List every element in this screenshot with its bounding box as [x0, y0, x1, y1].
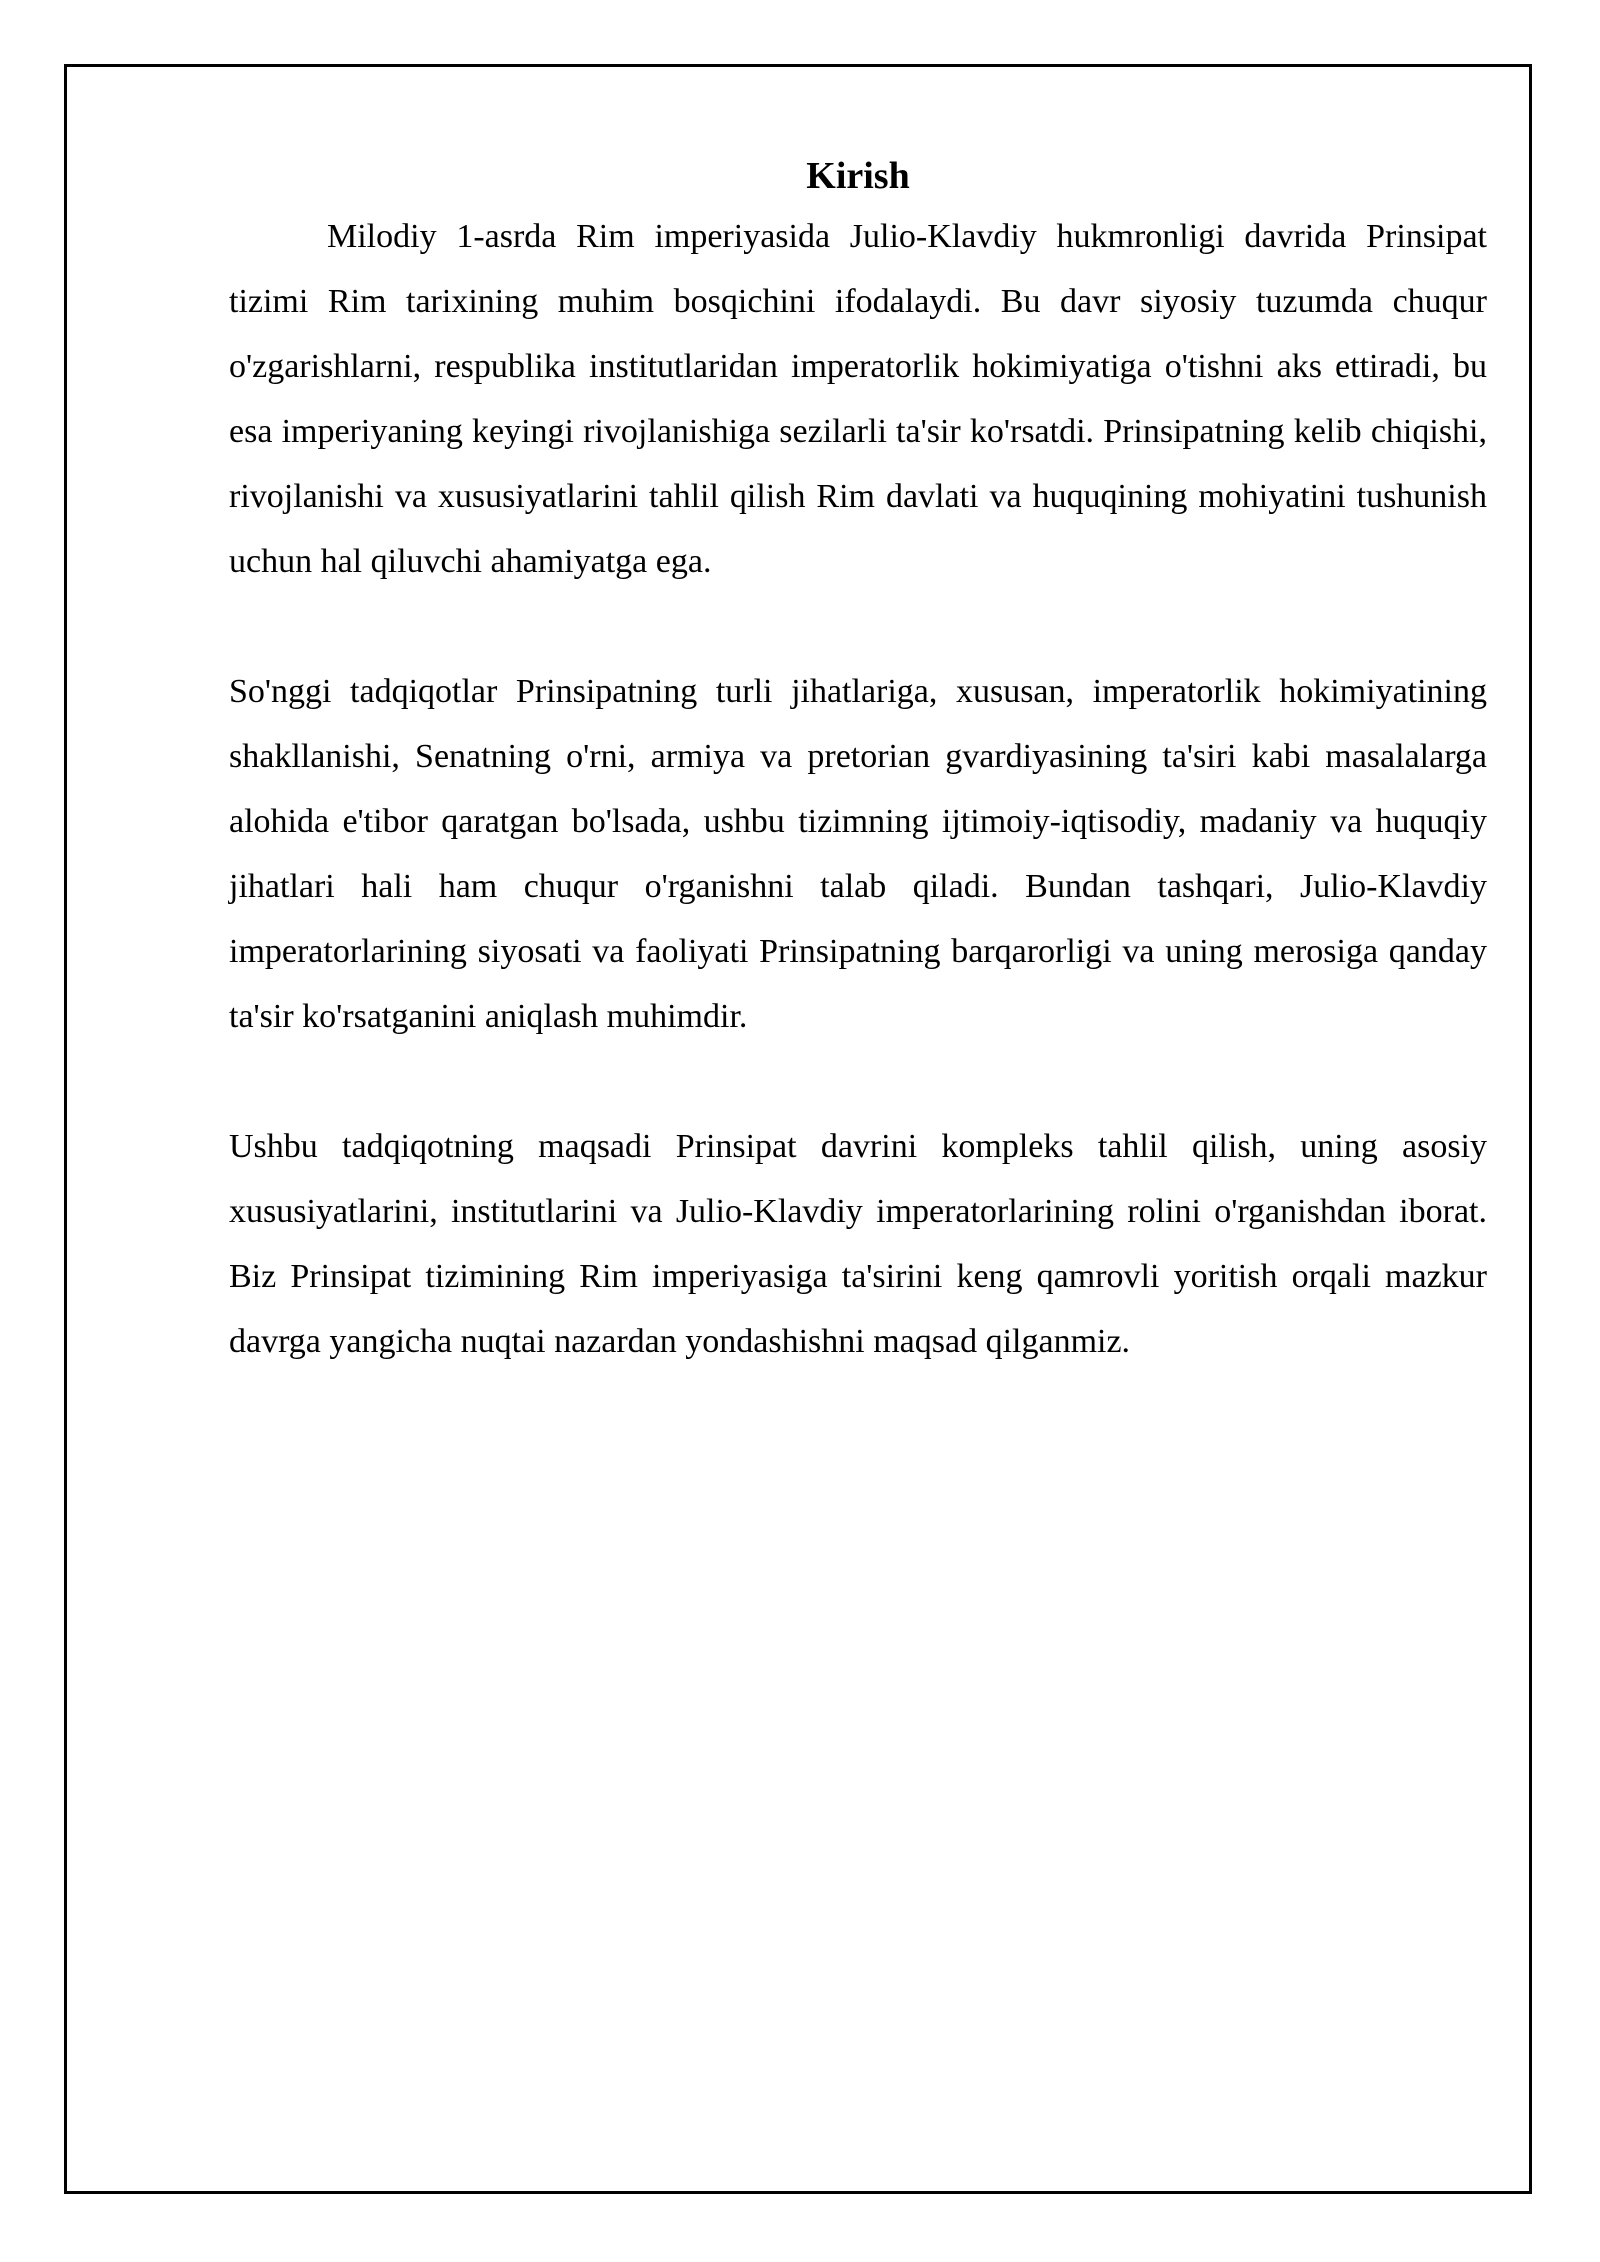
page-title: Kirish [806, 155, 910, 197]
paragraph-goal: Ushbu tadqiqotning maqsadi Prinsipat davrini kompleks tahlil qilish, uning asosiy xususiyatlarini, institutlarini va Julio-Klavdiy imperatorlarining rolini o'rganishdan iborat. Biz Prinsipat tizimining Rim imperiyasiga ta'sirini keng qamrovli yoritish orqali mazkur davrga yangicha nuqtai nazardan yondashishni maqsad qilganmiz. [229, 1128, 1487, 1360]
paragraph-intro: Milodiy 1-asrda Rim imperiyasida Julio-Klavdiy hukmronligi davrida Prinsipat tizimi Rim tarixining muhim bosqichini ifodalaydi. Bu davr siyosiy tuzumda chuqur o'zgarishlarni, respublika institutlaridan imperatorlik hokimiyatiga o'tishni aks ettiradi, bu esa imperiyaning keyingi rivojlanishiga sezilarli ta'sir ko'rsatdi. Prinsipatning kelib chiqishi, rivojlanishi va xususiyatlarini tahlil qilish Rim davlati va huquqining mohiyatini tushunish uchun hal qiluvchi ahamiyatga ega. [229, 218, 1487, 580]
document-body [229, 150, 1487, 1374]
paragraph-research: So'nggi tadqiqotlar Prinsipatning turli jihatlariga, xususan, imperatorlik hokimiyatining shakllanishi, Senatning o'rni, armiya va pretorian gvardiyasining ta'siri kabi masalalarga alohida e'tibor qaratgan bo'lsada, ushbu tizimning ijtimoiy-iqtisodiy, madaniy va huquqiy jihatlari hali ham chuqur o'rganishni talab qiladi. Bundan tashqari, Julio-Klavdiy imperatorlarining siyosati va faoliyati Prinsipatning barqarorligi va uning merosiga qanday ta'sir ko'rsatganini aniqlash muhimdir. [229, 673, 1487, 1035]
